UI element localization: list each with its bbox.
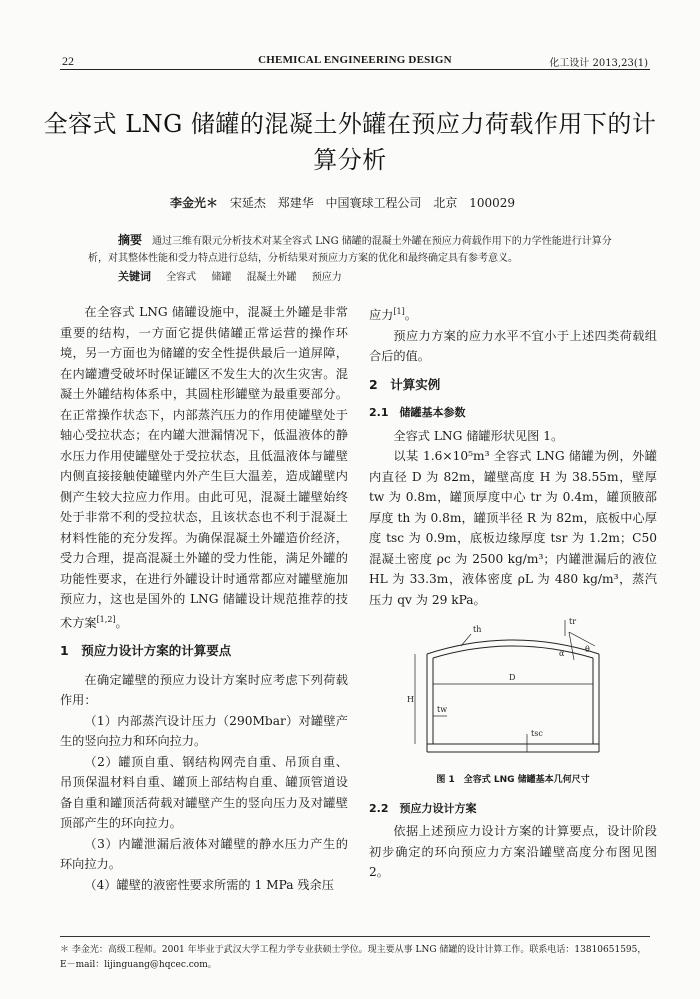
label-th: th: [473, 625, 482, 635]
label-H: H: [407, 695, 414, 705]
author-1: 李金光＊: [170, 196, 219, 210]
author-line: [170, 194, 523, 211]
keywords-label: 关键词: [118, 270, 151, 283]
label-D: D: [509, 673, 516, 683]
journal-name: CHEMICAL ENGINEERING DESIGN: [258, 54, 452, 66]
section-1-heading: 1 预应力设计方案的计算要点: [60, 643, 232, 659]
paper-title: 全容式 LNG 储罐的混凝土外罐在预应力荷载作用下的计算分析: [43, 110, 657, 174]
abstract-label: 摘要: [118, 233, 143, 247]
running-header: [60, 48, 650, 70]
affiliation: 中国寰球工程公司: [325, 196, 422, 210]
list-item: （4）罐壁的液密性要求所需的 1 MPa 残余压: [84, 877, 334, 892]
section-2-heading: 2 计算实例: [369, 376, 441, 392]
paragraph: 预应力方案的应力水平不宜小于上述四类荷载组合后的值。: [369, 328, 657, 364]
list-item: （1）内部蒸汽设计压力（290Mbar）对罐壁产生的竖向拉力和环向拉力。: [60, 713, 348, 749]
keyword: 预应力: [311, 272, 342, 283]
paragraph: 在确定罐壁的预应力设计方案时应考虑下列荷载作用：: [60, 672, 348, 708]
keyword: 混凝土外罐: [246, 272, 297, 283]
left-column: [60, 302, 348, 895]
right-column: [369, 302, 657, 883]
paragraph: 依据上述预应力设计方案的计算要点，设计阶段初步确定的环向预应力方案沿罐壁高度分布图见图 2。: [369, 824, 657, 880]
citation: [1,2]: [96, 614, 116, 624]
postcode: 100029: [469, 196, 516, 210]
subsection-2-2-heading: 2.2 预应力设计方案: [369, 801, 477, 815]
intro-paragraph: 在全容式 LNG 储罐设施中，混凝土外罐是非常重要的结构，一方面它提供储罐正常运营的操作环境，另一方面也为储罐的安全性提供最后一道屏障，在内罐遭受破坏时保证罐区不发生大的次生灾害。混凝土外罐结构体系中，其圆柱形罐壁为最重要部分。在正常操作状态下，内部蒸汽压力的作用使罐壁处于轴心受拉状态；在内罐大泄漏情况下，低温液体的静水压力作用使罐壁处于受拉状态，且低温液体与罐壁内侧直接接触使罐壁内外产生巨大温差，造成罐壁内侧产生较大拉应力作用。由此可见，混凝土罐壁始终处于非常不利的受拉状态，且该状态也不利于混凝土材料性能的充分发挥。为确保混凝土外罐造价经济，受力合理，提高混凝土外罐的受力性能，满足外罐的功能性要求，在进行外罐设计时通常都应对罐壁施加预应力，这也是国外的 LNG 储罐设计规范推荐的技术方案[1,2]。: [60, 305, 348, 630]
author-2: 宋延杰: [229, 196, 266, 210]
abstract-text: 通过三维有限元分析技术对某全容式 LNG 储罐的混凝土外罐在预应力荷载作用下的力学性能进行计算分析，对其整体性能和受力特点进行总结，分析结果对预应力方案的优化和最终确定具有参考意义。: [88, 236, 612, 264]
label-tr: tr: [569, 617, 577, 627]
roof-outer: [427, 640, 599, 654]
figure-caption: 图 1 全容式 LNG 储罐基本几何尺寸: [436, 775, 590, 786]
subsection-2-1-heading: 2.1 储罐基本参数: [369, 406, 466, 420]
list-item: （2）罐顶自重、钢结构网壳自重、吊顶自重、吊顶保温材料自重、罐顶上部结构自重、罐顶管道设备自重和罐顶活荷载对罐壁产生的竖向压力及对罐壁顶部产生的环向拉力。: [60, 754, 348, 831]
roof-inner: [433, 646, 593, 658]
label-tsc: tsc: [531, 729, 543, 739]
abstract: [88, 232, 628, 267]
tank-diagram: [369, 616, 657, 766]
page-number: 22: [62, 54, 74, 68]
label-theta: θ: [585, 645, 590, 655]
city: 北京: [433, 196, 458, 210]
keyword: 全容式: [166, 272, 197, 283]
label-alpha: α: [559, 649, 565, 659]
parameters-paragraph: 以某 1.6×10⁵m³ 全容式 LNG 储罐为例，外罐内直径 D 为 82m，罐壁高度 H 为 38.55m，壁厚 tw 为 0.8m，罐顶厚度中心 tr 为 0.4m，罐顶腋部厚度 th 为 0.8m，罐顶半径 R 为 82m，底板中心厚度 tsc 为 0.9m，底板边缘厚度 tsr 为 1.2m；C50 混凝土密度 ρc 为 2500 kg/m³；内罐泄漏后的液位 HL 为 33.3m，液体密度 ρL 为 480 kg/m³，蒸汽压力 qv 为 29 kPa。: [369, 449, 657, 607]
tank-geometry-figure: [369, 616, 657, 766]
continued-paragraph: 应力[1]。: [369, 307, 417, 323]
keywords: [118, 268, 354, 284]
citation: [1]: [393, 307, 405, 316]
author-3: 郑建华: [277, 196, 314, 210]
list-item: （3）内罐泄漏后液体对罐壁的静水压力产生的环向拉力。: [60, 836, 348, 872]
angle-line: [569, 632, 595, 646]
issue-info: 化工设计 2013,23(1): [549, 58, 648, 69]
label-tw: tw: [437, 705, 448, 715]
keyword: 储罐: [211, 272, 232, 283]
paragraph: 全容式 LNG 储罐形状见图 1。: [393, 428, 564, 443]
author-footnote: ＊ 李金光：高级工程师。2001 年毕业于武汉大学工程力学专业获硕士学位。现主要从事 LNG 储罐的设计计算工作。联系电话：13810651595，E－mail：lijinguang@hqcec.com。: [60, 936, 650, 973]
